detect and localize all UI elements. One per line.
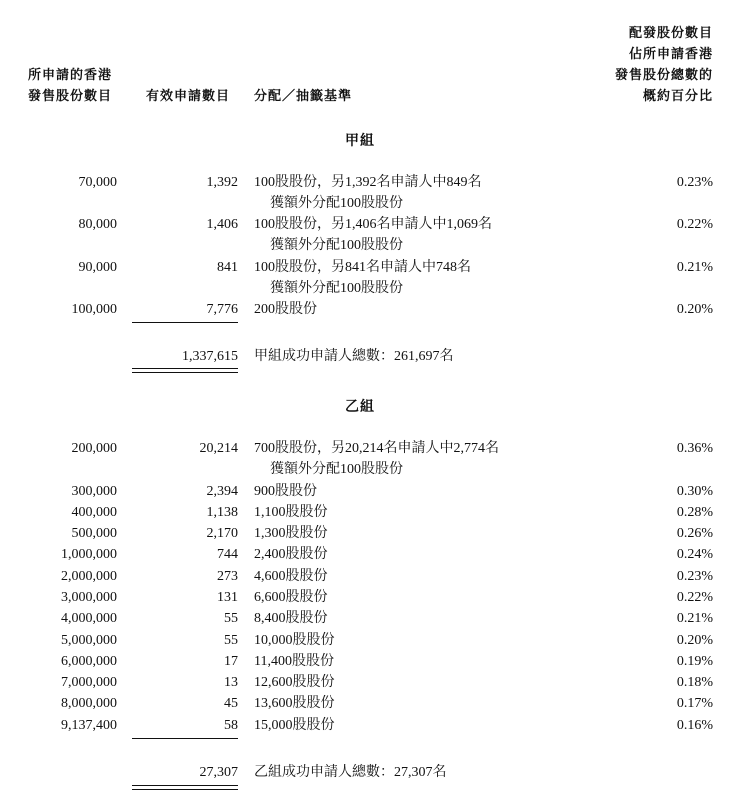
valid-applications: 45	[224, 696, 238, 711]
allocation-basis: 12,600股股份	[254, 675, 335, 690]
group-b-total-label: 乙組成功申請人總數：27,307名	[254, 765, 447, 780]
allocation-basis: 200股股份	[254, 302, 317, 317]
valid-applications: 17	[224, 654, 238, 669]
percentage: 0.28%	[676, 505, 713, 520]
allocation-basis: 4,600股股份	[254, 569, 328, 584]
group-a-total-label: 甲組成功申請人總數：261,697名	[254, 349, 454, 364]
shares-applied: 80,000	[78, 217, 117, 232]
percentage: 0.30%	[676, 484, 713, 499]
shares-applied: 1,000,000	[61, 547, 117, 562]
percentage: 0.24%	[676, 547, 713, 562]
group-b-title: 乙組	[345, 399, 375, 415]
shares-applied: 300,000	[71, 484, 117, 499]
allocation-basis: 900股股份	[254, 484, 317, 499]
allocation-basis-extra: 獲額外分配100股股份	[270, 281, 403, 296]
valid-applications: 58	[224, 718, 238, 733]
allocation-basis: 2,400股股份	[254, 547, 328, 562]
subtotal-rule	[132, 322, 238, 323]
group-a-title: 甲組	[345, 133, 375, 149]
allocation-basis: 13,600股股份	[254, 696, 335, 711]
header-shares-applied-line2: 發售股份數目	[28, 89, 113, 104]
shares-applied: 3,000,000	[61, 590, 117, 605]
valid-applications: 20,214	[199, 441, 238, 456]
shares-applied: 400,000	[71, 505, 117, 520]
valid-applications: 1,138	[206, 505, 238, 520]
valid-applications: 273	[217, 569, 238, 584]
shares-applied: 9,137,400	[61, 718, 117, 733]
header-valid-applications: 有效申請數目	[146, 89, 231, 104]
shares-applied: 4,000,000	[61, 611, 117, 626]
valid-applications: 2,394	[206, 484, 238, 499]
percentage: 0.23%	[676, 175, 713, 190]
percentage: 0.16%	[676, 718, 713, 733]
valid-applications: 2,170	[206, 526, 238, 541]
percentage: 0.20%	[676, 633, 713, 648]
allocation-basis: 100股股份，另1,392名申請人中849名	[254, 175, 482, 190]
percentage: 0.22%	[676, 590, 713, 605]
group-b-total-applications: 27,307	[199, 765, 238, 780]
allocation-basis-extra: 獲額外分配100股股份	[270, 196, 403, 211]
allocation-basis: 1,300股股份	[254, 526, 328, 541]
valid-applications: 13	[224, 675, 238, 690]
valid-applications: 744	[217, 547, 238, 562]
percentage: 0.19%	[676, 654, 713, 669]
subtotal-rule	[132, 738, 238, 739]
valid-applications: 1,392	[206, 175, 238, 190]
shares-applied: 7,000,000	[61, 675, 117, 690]
shares-applied: 100,000	[71, 302, 117, 317]
header-allocation-basis: 分配／抽籤基準	[254, 89, 353, 104]
percentage: 0.23%	[676, 569, 713, 584]
percentage: 0.21%	[676, 260, 713, 275]
allocation-basis: 1,100股股份	[254, 505, 328, 520]
shares-applied: 90,000	[78, 260, 117, 275]
header-shares-applied-line1: 所申請的香港	[28, 68, 113, 83]
percentage: 0.17%	[676, 696, 713, 711]
shares-applied: 5,000,000	[61, 633, 117, 648]
allocation-basis: 100股股份，另1,406名申請人中1,069名	[254, 217, 492, 232]
percentage: 0.22%	[676, 217, 713, 232]
shares-applied: 2,000,000	[61, 569, 117, 584]
percentage: 0.26%	[676, 526, 713, 541]
shares-applied: 200,000	[71, 441, 117, 456]
allocation-basis: 15,000股股份	[254, 718, 335, 733]
valid-applications: 131	[217, 590, 238, 605]
valid-applications: 841	[217, 260, 238, 275]
valid-applications: 55	[224, 611, 238, 626]
percentage: 0.36%	[676, 441, 713, 456]
shares-applied: 6,000,000	[61, 654, 117, 669]
shares-applied: 8,000,000	[61, 696, 117, 711]
group-a-total-applications: 1,337,615	[182, 349, 238, 364]
percentage: 0.20%	[676, 302, 713, 317]
header-percentage-line1: 配發股份數目	[628, 26, 713, 41]
valid-applications: 7,776	[206, 302, 238, 317]
shares-applied: 500,000	[71, 526, 117, 541]
allocation-basis: 10,000股股份	[254, 633, 335, 648]
header-percentage-line2: 佔所申請香港	[628, 47, 713, 62]
allocation-basis-extra: 獲額外分配100股股份	[270, 462, 403, 477]
percentage: 0.21%	[676, 611, 713, 626]
percentage: 0.18%	[676, 675, 713, 690]
allocation-basis-extra: 獲額外分配100股股份	[270, 238, 403, 253]
total-double-rule	[132, 785, 238, 790]
allocation-basis: 700股股份，另20,214名申請人中2,774名	[254, 441, 499, 456]
valid-applications: 1,406	[206, 217, 238, 232]
total-double-rule	[132, 368, 238, 373]
valid-applications: 55	[224, 633, 238, 648]
header-percentage-line3: 發售股份總數的	[614, 68, 713, 83]
allocation-basis: 6,600股股份	[254, 590, 328, 605]
shares-applied: 70,000	[78, 175, 117, 190]
header-percentage-line4: 概約百分比	[642, 89, 713, 104]
allocation-basis: 8,400股股份	[254, 611, 328, 626]
allocation-basis: 11,400股股份	[254, 654, 334, 669]
allocation-basis: 100股股份，另841名申請人中748名	[254, 260, 471, 275]
